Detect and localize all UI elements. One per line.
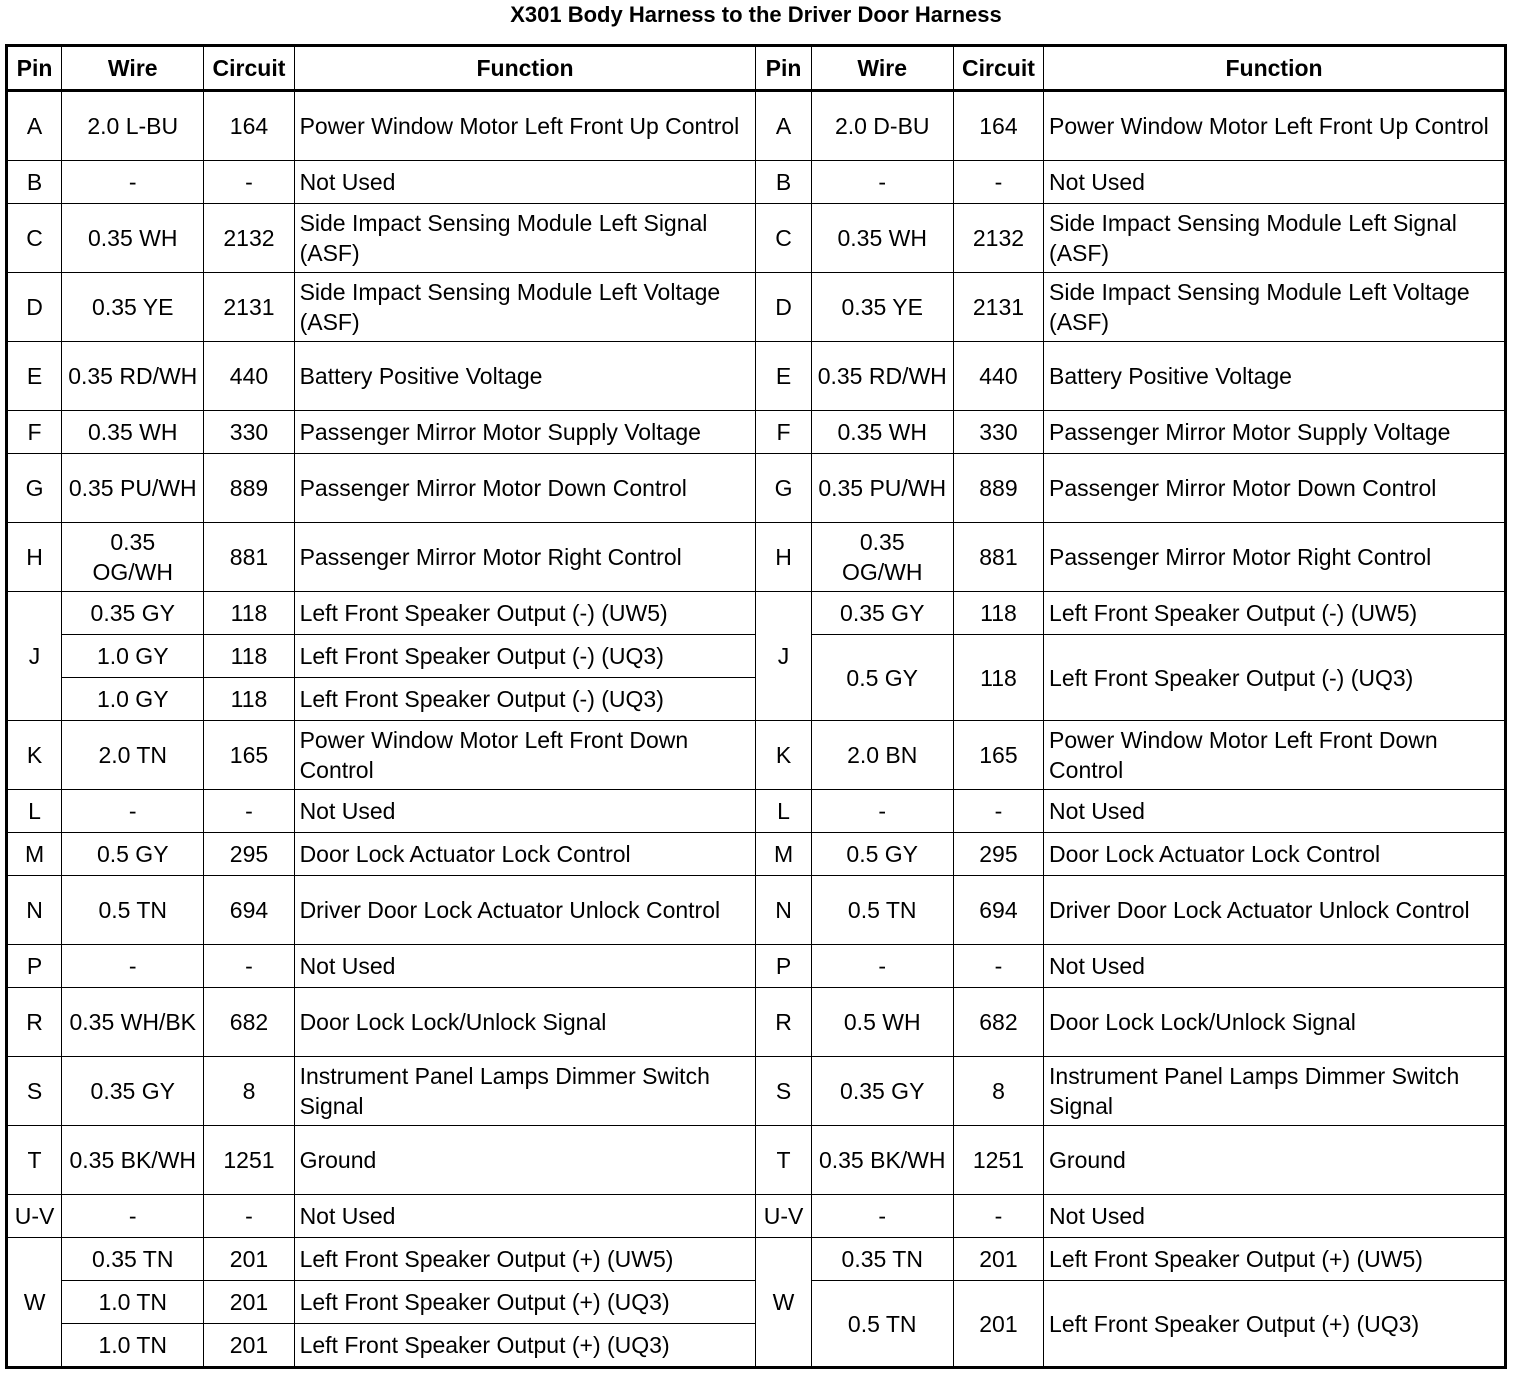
right-wire-cell: 0.5 WH xyxy=(811,988,953,1057)
left-circuit-cell: 889 xyxy=(204,454,294,523)
right-pin-cell: B xyxy=(756,161,811,204)
right-function-cell: Not Used xyxy=(1044,161,1506,204)
left-wire-cell: 0.5 TN xyxy=(62,876,204,945)
left-function-cell: Not Used xyxy=(294,161,756,204)
left-function-cell: Not Used xyxy=(294,790,756,833)
right-wire-cell: 2.0 D-BU xyxy=(811,91,953,161)
right-wire-cell: 0.35 WH xyxy=(811,204,953,273)
left-circuit-cell: - xyxy=(204,161,294,204)
right-function-cell: Door Lock Actuator Lock Control xyxy=(1044,833,1506,876)
left-pin-cell: R xyxy=(7,988,62,1057)
left-function-cell: Passenger Mirror Motor Right Control xyxy=(294,523,756,592)
left-function-cell: Driver Door Lock Actuator Unlock Control xyxy=(294,876,756,945)
right-wire-cell: 2.0 BN xyxy=(811,721,953,790)
left-circuit-cell: 118 xyxy=(204,635,294,678)
left-pin-cell: E xyxy=(7,342,62,411)
left-circuit-cell: 682 xyxy=(204,988,294,1057)
left-circuit-cell: 8 xyxy=(204,1057,294,1126)
left-wire-cell: 0.35 GY xyxy=(62,1057,204,1126)
right-wire-cell: 0.5 TN xyxy=(811,1281,953,1368)
left-pin-cell: G xyxy=(7,454,62,523)
left-wire-cell: 2.0 TN xyxy=(62,721,204,790)
table-row xyxy=(7,592,1506,635)
left-function-cell: Side Impact Sensing Module Left Signal (ASF) xyxy=(294,204,756,273)
right-circuit-cell: 165 xyxy=(953,721,1043,790)
left-pin-cell: L xyxy=(7,790,62,833)
right-function-cell: Left Front Speaker Output (+) (UQ3) xyxy=(1044,1281,1506,1368)
left-circuit-cell: 440 xyxy=(204,342,294,411)
left-circuit-cell: 881 xyxy=(204,523,294,592)
right-pin-cell: C xyxy=(756,204,811,273)
table-row xyxy=(7,1057,1506,1126)
right-wire-cell: - xyxy=(811,945,953,988)
table-row xyxy=(7,988,1506,1057)
right-circuit-cell: 201 xyxy=(953,1281,1043,1368)
left-circuit-cell: 201 xyxy=(204,1324,294,1368)
left-circuit-cell: 118 xyxy=(204,592,294,635)
right-function-cell: Battery Positive Voltage xyxy=(1044,342,1506,411)
left-pin-cell: C xyxy=(7,204,62,273)
left-pin-cell: H xyxy=(7,523,62,592)
right-circuit-cell: 201 xyxy=(953,1238,1043,1281)
left-wire-cell: 2.0 L-BU xyxy=(62,91,204,161)
left-circuit-cell: 201 xyxy=(204,1281,294,1324)
right-wire-cell: 0.35 GY xyxy=(811,1057,953,1126)
right-pin-cell: F xyxy=(756,411,811,454)
left-wire-cell: 0.35 RD/WH xyxy=(62,342,204,411)
column-header-wire-right: Wire xyxy=(811,46,953,91)
left-function-cell: Power Window Motor Left Front Up Control xyxy=(294,91,756,161)
left-circuit-cell: 2131 xyxy=(204,273,294,342)
left-circuit-cell: 330 xyxy=(204,411,294,454)
right-pin-cell: P xyxy=(756,945,811,988)
left-circuit-cell: 2132 xyxy=(204,204,294,273)
left-wire-cell: 0.35 YE xyxy=(62,273,204,342)
right-circuit-cell: 164 xyxy=(953,91,1043,161)
left-function-cell: Left Front Speaker Output (+) (UQ3) xyxy=(294,1281,756,1324)
right-wire-cell: 0.5 GY xyxy=(811,635,953,721)
right-circuit-cell: - xyxy=(953,1195,1043,1238)
left-pin-cell: J xyxy=(7,592,62,721)
right-circuit-cell: - xyxy=(953,790,1043,833)
table-row xyxy=(7,523,1506,592)
left-wire-cell: 0.5 GY xyxy=(62,833,204,876)
right-pin-cell: R xyxy=(756,988,811,1057)
left-pin-cell: W xyxy=(7,1238,62,1368)
column-header-function-left: Function xyxy=(294,46,756,91)
right-wire-cell: 0.35 GY xyxy=(811,592,953,635)
right-wire-cell: 0.35 BK/WH xyxy=(811,1126,953,1195)
left-pin-cell: D xyxy=(7,273,62,342)
table-row xyxy=(7,876,1506,945)
right-pin-cell: M xyxy=(756,833,811,876)
right-wire-cell: - xyxy=(811,1195,953,1238)
left-wire-cell: 0.35 PU/WH xyxy=(62,454,204,523)
right-circuit-cell: - xyxy=(953,161,1043,204)
column-header-circuit-left: Circuit xyxy=(204,46,294,91)
right-circuit-cell: 118 xyxy=(953,592,1043,635)
left-circuit-cell: 118 xyxy=(204,678,294,721)
left-wire-cell: 1.0 TN xyxy=(62,1281,204,1324)
right-circuit-cell: 8 xyxy=(953,1057,1043,1126)
right-wire-cell: 0.5 GY xyxy=(811,833,953,876)
left-pin-cell: T xyxy=(7,1126,62,1195)
right-pin-cell: T xyxy=(756,1126,811,1195)
left-pin-cell: N xyxy=(7,876,62,945)
table-row xyxy=(7,721,1506,790)
right-pin-cell: L xyxy=(756,790,811,833)
right-pin-cell: E xyxy=(756,342,811,411)
right-circuit-cell: 694 xyxy=(953,876,1043,945)
right-function-cell: Door Lock Lock/Unlock Signal xyxy=(1044,988,1506,1057)
right-circuit-cell: 295 xyxy=(953,833,1043,876)
right-function-cell: Side Impact Sensing Module Left Signal (ASF) xyxy=(1044,204,1506,273)
left-wire-cell: 0.35 WH/BK xyxy=(62,988,204,1057)
right-function-cell: Not Used xyxy=(1044,1195,1506,1238)
table-row xyxy=(7,1126,1506,1195)
column-header-pin-right: Pin xyxy=(756,46,811,91)
left-function-cell: Left Front Speaker Output (+) (UQ3) xyxy=(294,1324,756,1368)
right-function-cell: Not Used xyxy=(1044,945,1506,988)
right-pin-cell: N xyxy=(756,876,811,945)
right-function-cell: Ground xyxy=(1044,1126,1506,1195)
right-pin-cell: U-V xyxy=(756,1195,811,1238)
column-header-pin-left: Pin xyxy=(7,46,62,91)
left-function-cell: Battery Positive Voltage xyxy=(294,342,756,411)
right-pin-cell: A xyxy=(756,91,811,161)
right-function-cell: Instrument Panel Lamps Dimmer Switch Signal xyxy=(1044,1057,1506,1126)
left-wire-cell: 0.35 GY xyxy=(62,592,204,635)
right-circuit-cell: 330 xyxy=(953,411,1043,454)
right-circuit-cell: 440 xyxy=(953,342,1043,411)
left-wire-cell: 1.0 TN xyxy=(62,1324,204,1368)
left-pin-cell: U-V xyxy=(7,1195,62,1238)
table-body xyxy=(7,91,1506,1368)
left-pin-cell: P xyxy=(7,945,62,988)
left-circuit-cell: 201 xyxy=(204,1238,294,1281)
right-wire-cell: 0.35 TN xyxy=(811,1238,953,1281)
left-function-cell: Side Impact Sensing Module Left Voltage (ASF) xyxy=(294,273,756,342)
table-row xyxy=(7,273,1506,342)
table-row xyxy=(7,1238,1506,1281)
left-pin-cell: S xyxy=(7,1057,62,1126)
column-header-circuit-right: Circuit xyxy=(953,46,1043,91)
right-function-cell: Not Used xyxy=(1044,790,1506,833)
right-pin-cell: J xyxy=(756,592,811,721)
right-function-cell: Passenger Mirror Motor Supply Voltage xyxy=(1044,411,1506,454)
left-pin-cell: F xyxy=(7,411,62,454)
left-function-cell: Left Front Speaker Output (-) (UQ3) xyxy=(294,635,756,678)
right-circuit-cell: - xyxy=(953,945,1043,988)
left-wire-cell: 0.35 BK/WH xyxy=(62,1126,204,1195)
right-pin-cell: H xyxy=(756,523,811,592)
header-row xyxy=(7,46,1506,91)
left-function-cell: Power Window Motor Left Front Down Control xyxy=(294,721,756,790)
left-function-cell: Passenger Mirror Motor Supply Voltage xyxy=(294,411,756,454)
left-wire-cell: 0.35 WH xyxy=(62,204,204,273)
left-circuit-cell: - xyxy=(204,1195,294,1238)
table-row xyxy=(7,411,1506,454)
table-row xyxy=(7,204,1506,273)
right-pin-cell: K xyxy=(756,721,811,790)
right-function-cell: Left Front Speaker Output (-) (UQ3) xyxy=(1044,635,1506,721)
left-function-cell: Left Front Speaker Output (-) (UQ3) xyxy=(294,678,756,721)
left-wire-cell: - xyxy=(62,1195,204,1238)
right-pin-cell: S xyxy=(756,1057,811,1126)
page-title: X301 Body Harness to the Driver Door Harness xyxy=(510,2,1002,27)
left-wire-cell: 1.0 GY xyxy=(62,678,204,721)
table-row xyxy=(7,342,1506,411)
right-function-cell: Left Front Speaker Output (+) (UW5) xyxy=(1044,1238,1506,1281)
table-row xyxy=(7,833,1506,876)
right-function-cell: Power Window Motor Left Front Down Control xyxy=(1044,721,1506,790)
left-function-cell: Left Front Speaker Output (-) (UW5) xyxy=(294,592,756,635)
left-function-cell: Instrument Panel Lamps Dimmer Switch Signal xyxy=(294,1057,756,1126)
left-circuit-cell: - xyxy=(204,945,294,988)
column-header-function-right: Function xyxy=(1044,46,1506,91)
table-row xyxy=(7,454,1506,523)
left-function-cell: Door Lock Actuator Lock Control xyxy=(294,833,756,876)
left-wire-cell: - xyxy=(62,790,204,833)
table-row xyxy=(7,945,1506,988)
right-wire-cell: 0.35 OG/WH xyxy=(811,523,953,592)
right-circuit-cell: 2131 xyxy=(953,273,1043,342)
table-row xyxy=(7,161,1506,204)
right-wire-cell: 0.35 YE xyxy=(811,273,953,342)
right-circuit-cell: 889 xyxy=(953,454,1043,523)
left-circuit-cell: 164 xyxy=(204,91,294,161)
pinout-table xyxy=(5,44,1507,1369)
left-wire-cell: - xyxy=(62,945,204,988)
right-function-cell: Passenger Mirror Motor Down Control xyxy=(1044,454,1506,523)
right-wire-cell: - xyxy=(811,790,953,833)
right-function-cell: Power Window Motor Left Front Up Control xyxy=(1044,91,1506,161)
right-function-cell: Driver Door Lock Actuator Unlock Control xyxy=(1044,876,1506,945)
left-wire-cell: 0.35 WH xyxy=(62,411,204,454)
left-wire-cell: 0.35 TN xyxy=(62,1238,204,1281)
left-circuit-cell: 295 xyxy=(204,833,294,876)
right-wire-cell: 0.35 RD/WH xyxy=(811,342,953,411)
left-function-cell: Not Used xyxy=(294,1195,756,1238)
left-circuit-cell: 694 xyxy=(204,876,294,945)
left-function-cell: Not Used xyxy=(294,945,756,988)
right-function-cell: Side Impact Sensing Module Left Voltage (ASF) xyxy=(1044,273,1506,342)
table-row xyxy=(7,1195,1506,1238)
table-row xyxy=(7,91,1506,161)
left-function-cell: Left Front Speaker Output (+) (UW5) xyxy=(294,1238,756,1281)
right-circuit-cell: 2132 xyxy=(953,204,1043,273)
left-function-cell: Passenger Mirror Motor Down Control xyxy=(294,454,756,523)
left-pin-cell: M xyxy=(7,833,62,876)
left-wire-cell: 1.0 GY xyxy=(62,635,204,678)
right-circuit-cell: 682 xyxy=(953,988,1043,1057)
left-pin-cell: A xyxy=(7,91,62,161)
right-wire-cell: - xyxy=(811,161,953,204)
left-circuit-cell: 165 xyxy=(204,721,294,790)
left-pin-cell: K xyxy=(7,721,62,790)
left-function-cell: Ground xyxy=(294,1126,756,1195)
left-circuit-cell: - xyxy=(204,790,294,833)
table-row xyxy=(7,790,1506,833)
right-circuit-cell: 118 xyxy=(953,635,1043,721)
left-wire-cell: 0.35 OG/WH xyxy=(62,523,204,592)
right-function-cell: Left Front Speaker Output (-) (UW5) xyxy=(1044,592,1506,635)
right-circuit-cell: 881 xyxy=(953,523,1043,592)
right-wire-cell: 0.35 PU/WH xyxy=(811,454,953,523)
left-circuit-cell: 1251 xyxy=(204,1126,294,1195)
right-wire-cell: 0.5 TN xyxy=(811,876,953,945)
right-function-cell: Passenger Mirror Motor Right Control xyxy=(1044,523,1506,592)
right-circuit-cell: 1251 xyxy=(953,1126,1043,1195)
column-header-wire-left: Wire xyxy=(62,46,204,91)
right-pin-cell: G xyxy=(756,454,811,523)
left-function-cell: Door Lock Lock/Unlock Signal xyxy=(294,988,756,1057)
right-pin-cell: D xyxy=(756,273,811,342)
left-wire-cell: - xyxy=(62,161,204,204)
right-wire-cell: 0.35 WH xyxy=(811,411,953,454)
right-pin-cell: W xyxy=(756,1238,811,1368)
left-pin-cell: B xyxy=(7,161,62,204)
